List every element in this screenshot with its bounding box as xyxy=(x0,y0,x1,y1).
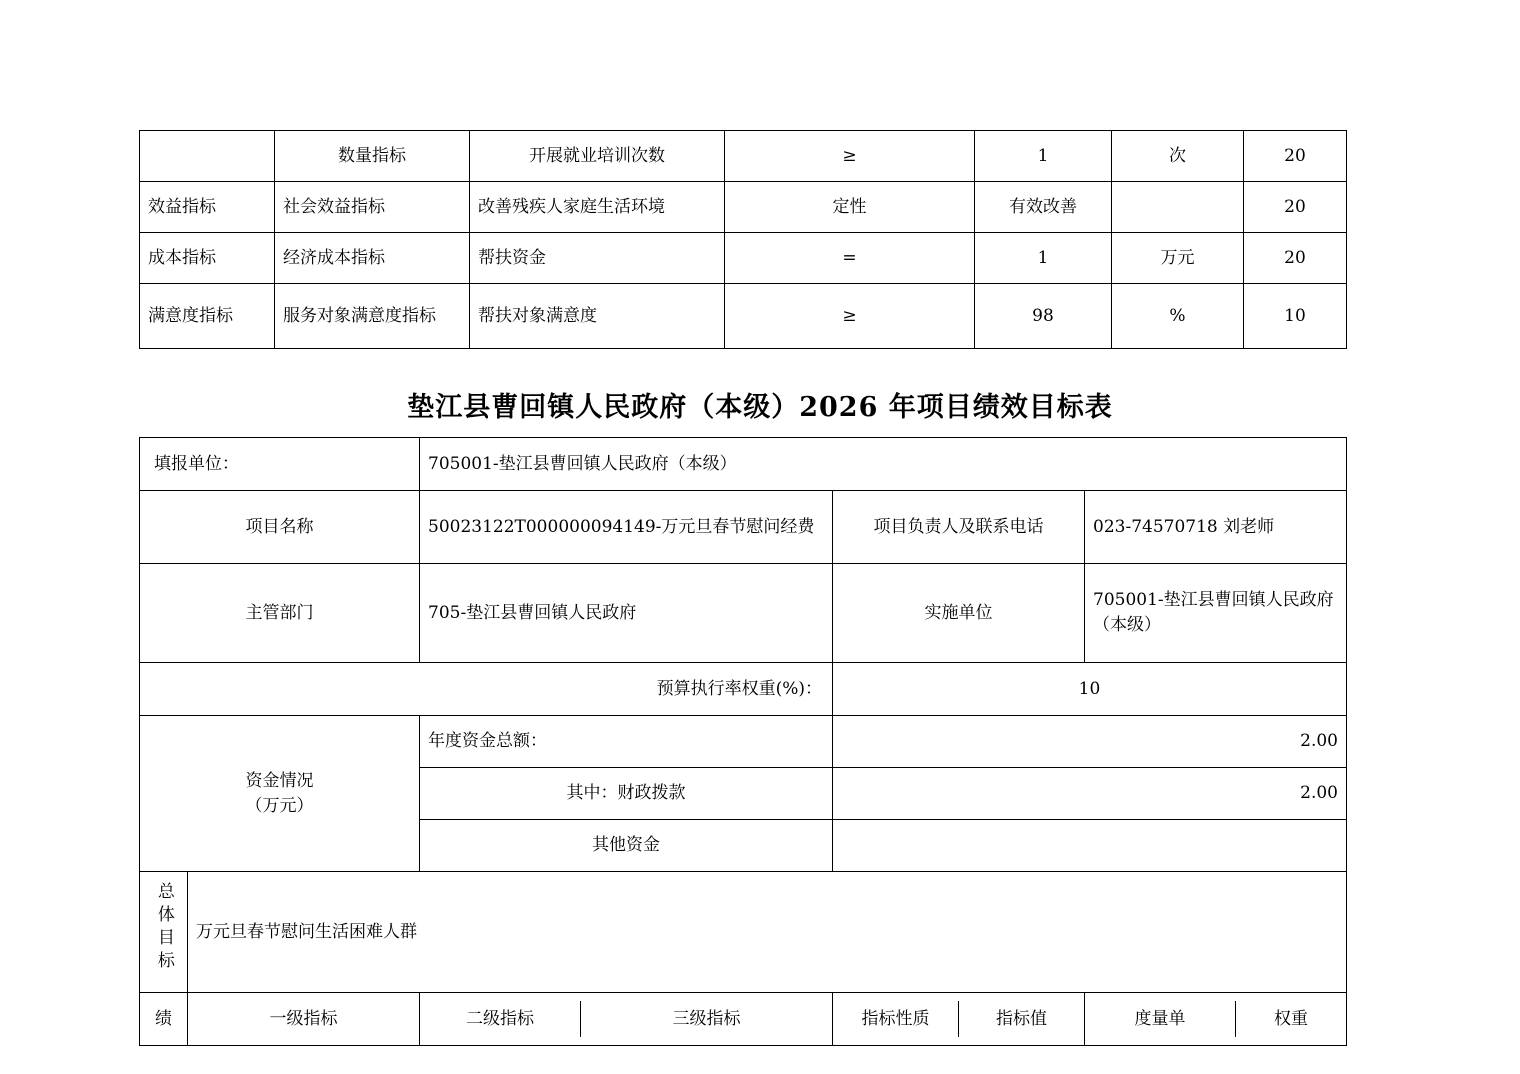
label-overall-goal-text: 总体目标 xyxy=(153,882,174,975)
value-project-contact: 023-74570718 刘老师 xyxy=(1085,491,1347,564)
cell-nature: ≥ xyxy=(725,131,975,182)
table-row xyxy=(140,284,1347,349)
cell-unit xyxy=(1112,182,1244,233)
value-department: 705-垫江县曹回镇人民政府 xyxy=(420,564,833,663)
cell-unit: 次 xyxy=(1112,131,1244,182)
value-project-name: 50023122T000000094149-万元旦春节慰问经费 xyxy=(420,491,833,564)
label-project-contact: 项目负责人及联系电话 xyxy=(833,491,1085,564)
table-row-department xyxy=(140,564,1347,663)
header-weight: 权重 xyxy=(1274,1008,1308,1029)
cell-level2: 经济成本指标 xyxy=(275,233,470,284)
label-reporting-unit: 填报单位： xyxy=(140,438,420,491)
label-project-name: 项目名称 xyxy=(140,491,420,564)
table-row xyxy=(140,233,1347,284)
table-row xyxy=(140,182,1347,233)
cell-value: 1 xyxy=(975,131,1112,182)
cell-level3: 帮扶资金 xyxy=(470,233,725,284)
page-title: 垫江县曹回镇人民政府（本级）2026 年项目绩效目标表 xyxy=(407,392,1113,423)
cell-level1 xyxy=(140,131,275,182)
header-group-2 xyxy=(833,993,1085,1046)
header-group-1 xyxy=(420,993,833,1046)
table-row-funds-total xyxy=(140,716,1347,768)
table-row-reporting-unit xyxy=(140,438,1347,491)
cell-level3: 开展就业培训次数 xyxy=(470,131,725,182)
table-row-project-name xyxy=(140,491,1347,564)
cell-level3: 帮扶对象满意度 xyxy=(470,284,725,349)
value-budget-execution-rate: 10 xyxy=(833,663,1347,716)
cell-weight: 20 xyxy=(1244,131,1347,182)
cell-level1: 满意度指标 xyxy=(140,284,275,349)
cell-nature: 定性 xyxy=(725,182,975,233)
cell-value: 98 xyxy=(975,284,1112,349)
cell-value: 1 xyxy=(975,233,1112,284)
cell-weight: 20 xyxy=(1244,233,1347,284)
table-row-indicator-headers xyxy=(140,993,1347,1046)
header-nature: 指标性质 xyxy=(833,1001,959,1038)
header-level3: 三级指标 xyxy=(672,1008,741,1029)
label-funds-other: 其他资金 xyxy=(420,820,833,872)
value-overall-goal: 万元旦春节慰问生活困难人群 xyxy=(188,872,1347,993)
label-budget-execution-rate: 预算执行率权重(%)： xyxy=(140,663,833,716)
cell-value: 有效改善 xyxy=(975,182,1112,233)
label-funds-line2: （万元） xyxy=(245,795,314,816)
value-funds-total: 2.00 xyxy=(833,716,1347,768)
label-funds-line1: 资金情况 xyxy=(245,770,314,791)
project-performance-goal-table xyxy=(139,437,1347,1046)
header-level2: 二级指标 xyxy=(420,1001,581,1038)
label-funds-total: 年度资金总额： xyxy=(420,716,833,768)
label-funds xyxy=(140,716,420,872)
label-department: 主管部门 xyxy=(140,564,420,663)
cell-level2: 社会效益指标 xyxy=(275,182,470,233)
header-unit: 度量单 xyxy=(1085,1001,1236,1038)
header-level1: 一级指标 xyxy=(188,993,420,1046)
cell-level2: 服务对象满意度指标 xyxy=(275,284,470,349)
cell-unit: % xyxy=(1112,284,1244,349)
cell-weight: 10 xyxy=(1244,284,1347,349)
table-row xyxy=(140,131,1347,182)
label-implementing-unit: 实施单位 xyxy=(833,564,1085,663)
value-funds-other xyxy=(833,820,1347,872)
table-row-overall-goal xyxy=(140,872,1347,993)
value-implementing-unit: 705001-垫江县曹回镇人民政府（本级） xyxy=(1085,564,1347,663)
header-group-3 xyxy=(1085,993,1347,1046)
value-funds-fiscal: 2.00 xyxy=(833,768,1347,820)
table-row-budget-rate xyxy=(140,663,1347,716)
cell-level3: 改善残疾人家庭生活环境 xyxy=(470,182,725,233)
header-value: 指标值 xyxy=(996,1008,1047,1029)
value-reporting-unit: 705001-垫江县曹回镇人民政府（本级） xyxy=(420,438,1347,491)
label-funds-fiscal: 其中：财政拨款 xyxy=(420,768,833,820)
cell-nature: = xyxy=(725,233,975,284)
cell-unit: 万元 xyxy=(1112,233,1244,284)
cell-level1: 成本指标 xyxy=(140,233,275,284)
cell-nature: ≥ xyxy=(725,284,975,349)
label-overall-goal xyxy=(140,872,188,993)
performance-indicator-table-continued xyxy=(139,130,1347,349)
cell-level1: 效益指标 xyxy=(140,182,275,233)
cell-weight: 20 xyxy=(1244,182,1347,233)
cell-level2: 数量指标 xyxy=(275,131,470,182)
label-performance: 绩 xyxy=(140,993,188,1046)
